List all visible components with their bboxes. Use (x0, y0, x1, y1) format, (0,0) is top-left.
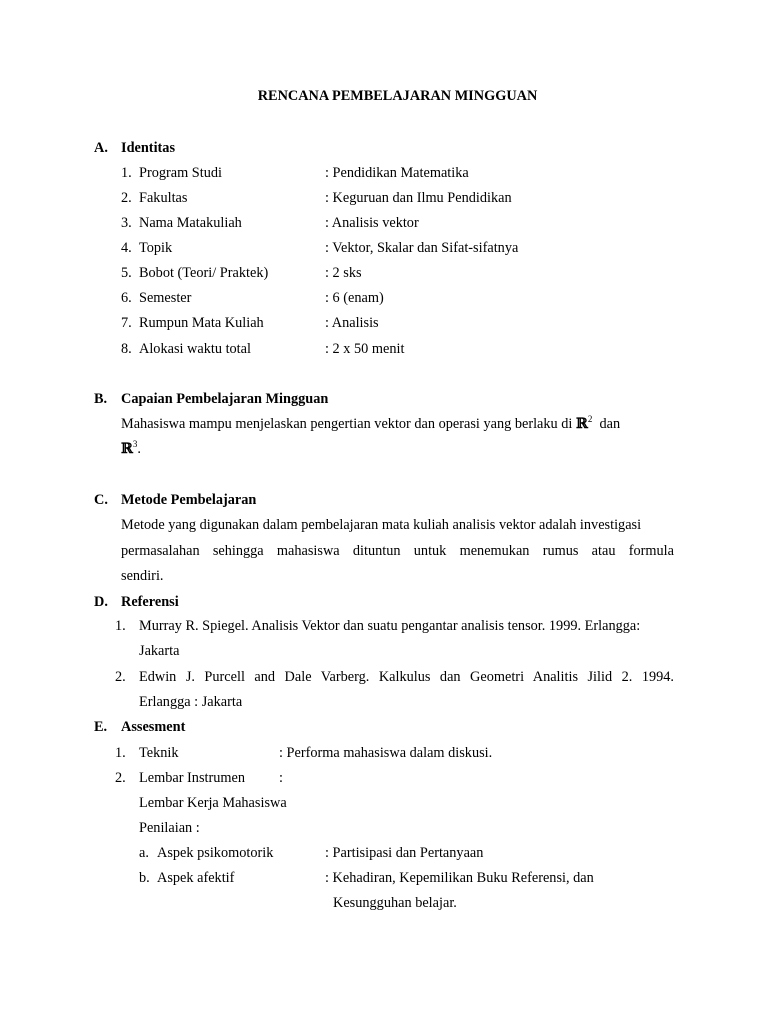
capaian-line-2 (121, 439, 141, 457)
aspect-value: : Partisipasi dan Pertanyaan (325, 845, 484, 861)
section-d-letter: D. (94, 594, 108, 610)
identitas-label: Fakultas (139, 190, 188, 206)
capaian-text: Mahasiswa mampu menjelaskan pengertian vektor dan operasi yang berlaku di (121, 416, 573, 432)
assesment-label: Lembar Instrumen (139, 770, 245, 786)
identitas-num: 8. (121, 341, 132, 357)
penilaian-label: Penilaian : (139, 820, 200, 836)
metode-line: permasalahan sehingga mahasiswa dituntun untuk menemukan rumus atau formula (121, 543, 674, 559)
section-a-letter: A. (94, 140, 108, 156)
lembar-kerja: Lembar Kerja Mahasiswa (139, 795, 287, 811)
section-b-letter: B. (94, 391, 108, 407)
section-c-letter: C. (94, 492, 108, 508)
exponent: 2 (587, 414, 593, 424)
identitas-num: 1. (121, 165, 132, 181)
identitas-num: 2. (121, 190, 132, 206)
assesment-num: 2. (115, 770, 126, 786)
identitas-num: 5. (121, 265, 132, 281)
page-title: RENCANA PEMBELAJARAN MINGGUAN (257, 88, 538, 104)
section-e-heading: Assesment (121, 719, 186, 735)
identitas-value: : Analisis (325, 315, 379, 331)
identitas-label: Program Studi (139, 165, 223, 181)
section-e-letter: E. (94, 719, 108, 735)
identitas-num: 7. (121, 315, 132, 331)
exponent: 3 (132, 439, 138, 449)
aspect-value: : Kehadiran, Kepemilikan Buku Referensi, dan (325, 870, 594, 886)
identitas-value: : Pendidikan Matematika (325, 165, 469, 181)
aspect-num: b. (139, 870, 150, 886)
real-numbers-symbol: ℝ (575, 416, 588, 432)
identitas-label: Topik (139, 240, 173, 256)
identitas-label: Rumpun Mata Kuliah (139, 315, 264, 331)
referensi-num: 2. (115, 669, 126, 685)
capaian-line-1 (121, 414, 621, 432)
identitas-label: Bobot (Teori/ Praktek) (139, 265, 269, 281)
assesment-value: : (279, 770, 283, 786)
metode-line: Metode yang digunakan dalam pembelajaran mata kuliah analisis vektor adalah investigasi (121, 517, 642, 533)
identitas-value: : Vektor, Skalar dan Sifat-sifatnya (325, 240, 519, 256)
identitas-num: 3. (121, 215, 132, 231)
referensi-line: Erlangga : Jakarta (139, 694, 243, 710)
referensi-line: Murray R. Spiegel. Analisis Vektor dan suatu pengantar analisis tensor. 1999. Erlangga: (139, 618, 641, 634)
identitas-value: : Analisis vektor (325, 215, 419, 231)
capaian-period: . (137, 441, 141, 457)
referensi-num: 1. (115, 618, 126, 634)
aspect-num: a. (139, 845, 149, 861)
aspect-value-continued: Kesungguhan belajar. (333, 895, 457, 911)
aspect-label: Aspek psikomotorik (157, 845, 274, 861)
identitas-num: 4. (121, 240, 132, 256)
assesment-num: 1. (115, 745, 126, 761)
section-b-heading: Capaian Pembelajaran Mingguan (121, 391, 329, 407)
identitas-value: : 2 x 50 menit (325, 341, 405, 357)
capaian-and: dan (599, 416, 621, 432)
identitas-label: Semester (139, 290, 192, 306)
identitas-value: : 6 (enam) (325, 290, 384, 306)
identitas-num: 6. (121, 290, 132, 306)
assesment-label: Teknik (139, 745, 179, 761)
assesment-value: : Performa mahasiswa dalam diskusi. (279, 745, 493, 761)
identitas-value: : 2 sks (325, 265, 362, 281)
section-a-heading: Identitas (121, 140, 176, 156)
section-d-heading: Referensi (121, 594, 179, 610)
section-c-heading: Metode Pembelajaran (121, 492, 257, 508)
referensi-line: Edwin J. Purcell and Dale Varberg. Kalkulus dan Geometri Analitis Jilid 2. 1994. (139, 669, 674, 685)
metode-line: sendiri. (121, 568, 164, 584)
aspect-label: Aspek afektif (157, 870, 235, 886)
real-numbers-symbol: ℝ (121, 441, 133, 457)
identitas-label: Nama Matakuliah (139, 215, 242, 231)
identitas-label: Alokasi waktu total (139, 341, 251, 357)
identitas-value: : Keguruan dan Ilmu Pendidikan (325, 190, 512, 206)
referensi-line: Jakarta (139, 643, 180, 659)
